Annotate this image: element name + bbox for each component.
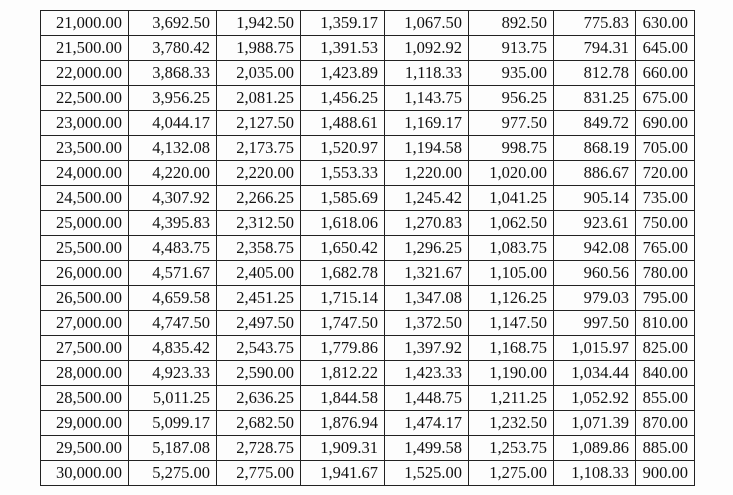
table-row <box>41 36 695 61</box>
table-cell: 812.78 <box>554 61 636 86</box>
table-cell: 1,553.33 <box>301 161 385 186</box>
table-cell: 660.00 <box>636 61 695 86</box>
table-cell: 1,190.00 <box>469 361 554 386</box>
table-cell: 886.67 <box>554 161 636 186</box>
table-cell: 28,000.00 <box>41 361 129 386</box>
table-cell: 1,909.31 <box>301 436 385 461</box>
table-cell: 900.00 <box>636 461 695 486</box>
table-cell: 1,092.92 <box>385 36 469 61</box>
table-cell: 1,083.75 <box>469 236 554 261</box>
table-cell: 1,488.61 <box>301 111 385 136</box>
table-cell: 735.00 <box>636 186 695 211</box>
table-cell: 4,747.50 <box>129 311 217 336</box>
table-cell: 1,682.78 <box>301 261 385 286</box>
table-cell: 675.00 <box>636 86 695 111</box>
table-row <box>41 61 695 86</box>
table-cell: 1,105.00 <box>469 261 554 286</box>
table-cell: 825.00 <box>636 336 695 361</box>
table-cell: 4,483.75 <box>129 236 217 261</box>
table-cell: 831.25 <box>554 86 636 111</box>
table-cell: 1,618.06 <box>301 211 385 236</box>
table-cell: 2,405.00 <box>217 261 301 286</box>
table-cell: 2,035.00 <box>217 61 301 86</box>
table-cell: 1,067.50 <box>385 11 469 36</box>
table-cell: 750.00 <box>636 211 695 236</box>
table-cell: 4,307.92 <box>129 186 217 211</box>
table-cell: 1,126.25 <box>469 286 554 311</box>
table-cell: 885.00 <box>636 436 695 461</box>
table-cell: 1,194.58 <box>385 136 469 161</box>
table-cell: 27,000.00 <box>41 311 129 336</box>
table-cell: 810.00 <box>636 311 695 336</box>
table-cell: 1,168.75 <box>469 336 554 361</box>
table-cell: 2,636.25 <box>217 386 301 411</box>
table-cell: 1,321.67 <box>385 261 469 286</box>
table-cell: 5,187.08 <box>129 436 217 461</box>
table-cell: 4,220.00 <box>129 161 217 186</box>
table-cell: 630.00 <box>636 11 695 36</box>
table-cell: 979.03 <box>554 286 636 311</box>
table-row <box>41 361 695 386</box>
table-cell: 27,500.00 <box>41 336 129 361</box>
table-cell: 3,868.33 <box>129 61 217 86</box>
table-cell: 28,500.00 <box>41 386 129 411</box>
table-cell: 775.83 <box>554 11 636 36</box>
table-cell: 5,099.17 <box>129 411 217 436</box>
table-cell: 1,423.33 <box>385 361 469 386</box>
table-cell: 855.00 <box>636 386 695 411</box>
table-row <box>41 136 695 161</box>
table-cell: 2,497.50 <box>217 311 301 336</box>
table-cell: 1,359.17 <box>301 11 385 36</box>
table-cell: 923.61 <box>554 211 636 236</box>
table-cell: 3,780.42 <box>129 36 217 61</box>
table-cell: 2,220.00 <box>217 161 301 186</box>
table-cell: 870.00 <box>636 411 695 436</box>
table-row <box>41 86 695 111</box>
table-cell: 1,089.86 <box>554 436 636 461</box>
table-row <box>41 186 695 211</box>
table-cell: 935.00 <box>469 61 554 86</box>
table-cell: 2,127.50 <box>217 111 301 136</box>
table-cell: 1,391.53 <box>301 36 385 61</box>
table-cell: 26,500.00 <box>41 286 129 311</box>
table-cell: 2,728.75 <box>217 436 301 461</box>
table-cell: 1,275.00 <box>469 461 554 486</box>
table-row <box>41 211 695 236</box>
table-cell: 956.25 <box>469 86 554 111</box>
table-cell: 23,500.00 <box>41 136 129 161</box>
table-cell: 998.75 <box>469 136 554 161</box>
table-cell: 22,000.00 <box>41 61 129 86</box>
table-cell: 690.00 <box>636 111 695 136</box>
table-cell: 795.00 <box>636 286 695 311</box>
table-cell: 1,715.14 <box>301 286 385 311</box>
table-cell: 1,220.00 <box>385 161 469 186</box>
table-row <box>41 311 695 336</box>
table-cell: 2,173.75 <box>217 136 301 161</box>
table-cell: 4,044.17 <box>129 111 217 136</box>
table-cell: 1,423.89 <box>301 61 385 86</box>
table-cell: 3,956.25 <box>129 86 217 111</box>
table-cell: 765.00 <box>636 236 695 261</box>
table-cell: 1,525.00 <box>385 461 469 486</box>
table-cell: 25,500.00 <box>41 236 129 261</box>
table-cell: 2,682.50 <box>217 411 301 436</box>
table-cell: 1,118.33 <box>385 61 469 86</box>
table-cell: 1,296.25 <box>385 236 469 261</box>
table-row <box>41 436 695 461</box>
table-cell: 960.56 <box>554 261 636 286</box>
table-cell: 3,692.50 <box>129 11 217 36</box>
table-row <box>41 111 695 136</box>
table-cell: 1,520.97 <box>301 136 385 161</box>
table-cell: 24,000.00 <box>41 161 129 186</box>
table-cell: 1,876.94 <box>301 411 385 436</box>
table-cell: 1,779.86 <box>301 336 385 361</box>
table-cell: 2,312.50 <box>217 211 301 236</box>
table-cell: 1,169.17 <box>385 111 469 136</box>
table-cell: 868.19 <box>554 136 636 161</box>
table-cell: 4,659.58 <box>129 286 217 311</box>
table-cell: 1,253.75 <box>469 436 554 461</box>
table-cell: 2,590.00 <box>217 361 301 386</box>
table-row <box>41 161 695 186</box>
table-cell: 4,395.83 <box>129 211 217 236</box>
table-row <box>41 11 695 36</box>
table-cell: 2,775.00 <box>217 461 301 486</box>
table-row <box>41 411 695 436</box>
table-cell: 29,500.00 <box>41 436 129 461</box>
table-cell: 1,988.75 <box>217 36 301 61</box>
table-cell: 1,108.33 <box>554 461 636 486</box>
table-cell: 1,020.00 <box>469 161 554 186</box>
table-cell: 1,147.50 <box>469 311 554 336</box>
table-cell: 705.00 <box>636 136 695 161</box>
table-cell: 4,571.67 <box>129 261 217 286</box>
table-cell: 905.14 <box>554 186 636 211</box>
table-cell: 1,041.25 <box>469 186 554 211</box>
rate-table-body <box>41 11 695 486</box>
table-row <box>41 336 695 361</box>
table-cell: 1,942.50 <box>217 11 301 36</box>
table-cell: 645.00 <box>636 36 695 61</box>
table-cell: 2,081.25 <box>217 86 301 111</box>
table-cell: 4,132.08 <box>129 136 217 161</box>
table-cell: 21,000.00 <box>41 11 129 36</box>
table-cell: 1,448.75 <box>385 386 469 411</box>
table-cell: 1,397.92 <box>385 336 469 361</box>
table-cell: 2,451.25 <box>217 286 301 311</box>
table-row <box>41 386 695 411</box>
table-cell: 913.75 <box>469 36 554 61</box>
table-cell: 942.08 <box>554 236 636 261</box>
table-cell: 29,000.00 <box>41 411 129 436</box>
table-cell: 840.00 <box>636 361 695 386</box>
table-cell: 1,347.08 <box>385 286 469 311</box>
table-row <box>41 286 695 311</box>
table-cell: 25,000.00 <box>41 211 129 236</box>
table-cell: 1,474.17 <box>385 411 469 436</box>
table-cell: 1,034.44 <box>554 361 636 386</box>
table-cell: 1,270.83 <box>385 211 469 236</box>
table-cell: 5,275.00 <box>129 461 217 486</box>
table-cell: 1,232.50 <box>469 411 554 436</box>
table-cell: 1,052.92 <box>554 386 636 411</box>
table-cell: 2,543.75 <box>217 336 301 361</box>
table-cell: 1,211.25 <box>469 386 554 411</box>
table-cell: 1,015.97 <box>554 336 636 361</box>
table-cell: 21,500.00 <box>41 36 129 61</box>
table-row <box>41 461 695 486</box>
table-cell: 1,812.22 <box>301 361 385 386</box>
table-cell: 30,000.00 <box>41 461 129 486</box>
table-cell: 2,266.25 <box>217 186 301 211</box>
table-cell: 977.50 <box>469 111 554 136</box>
table-cell: 1,456.25 <box>301 86 385 111</box>
table-cell: 794.31 <box>554 36 636 61</box>
table-cell: 1,844.58 <box>301 386 385 411</box>
table-cell: 24,500.00 <box>41 186 129 211</box>
table-cell: 1,650.42 <box>301 236 385 261</box>
table-cell: 23,000.00 <box>41 111 129 136</box>
table-cell: 2,358.75 <box>217 236 301 261</box>
rate-table <box>40 10 695 486</box>
table-cell: 780.00 <box>636 261 695 286</box>
table-cell: 4,835.42 <box>129 336 217 361</box>
table-row <box>41 236 695 261</box>
table-cell: 1,585.69 <box>301 186 385 211</box>
table-cell: 1,747.50 <box>301 311 385 336</box>
table-cell: 1,499.58 <box>385 436 469 461</box>
table-cell: 1,062.50 <box>469 211 554 236</box>
table-cell: 1,143.75 <box>385 86 469 111</box>
table-cell: 26,000.00 <box>41 261 129 286</box>
table-row <box>41 261 695 286</box>
table-cell: 892.50 <box>469 11 554 36</box>
table-cell: 1,071.39 <box>554 411 636 436</box>
table-cell: 22,500.00 <box>41 86 129 111</box>
table-cell: 4,923.33 <box>129 361 217 386</box>
table-cell: 997.50 <box>554 311 636 336</box>
table-cell: 5,011.25 <box>129 386 217 411</box>
table-cell: 720.00 <box>636 161 695 186</box>
table-cell: 849.72 <box>554 111 636 136</box>
table-cell: 1,941.67 <box>301 461 385 486</box>
table-cell: 1,245.42 <box>385 186 469 211</box>
table-cell: 1,372.50 <box>385 311 469 336</box>
